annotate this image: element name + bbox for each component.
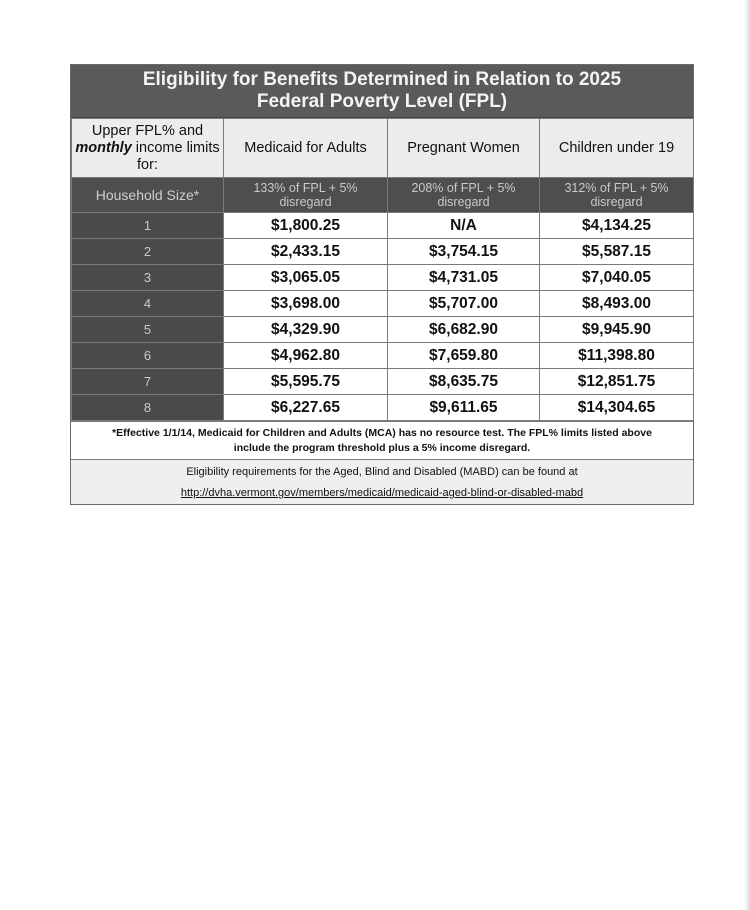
adults-limit-cell: $4,329.90 (224, 317, 388, 343)
subheader-household-size: Household Size* (72, 178, 224, 213)
household-size-cell: 6 (72, 343, 224, 369)
table-title (71, 65, 693, 118)
table-row (72, 317, 694, 343)
table-row (72, 369, 694, 395)
pregnant-limit-cell: $9,611.65 (388, 395, 540, 421)
table-row (72, 239, 694, 265)
fpl-income-limits-table (71, 118, 694, 421)
table-title-line-1: Eligibility for Benefits Determined in Relation to 2025 (142, 69, 622, 90)
children-limit-cell: $7,040.05 (540, 265, 694, 291)
household-size-cell: 2 (72, 239, 224, 265)
household-size-cell: 8 (72, 395, 224, 421)
adults-limit-cell: $6,227.65 (224, 395, 388, 421)
children-limit-cell: $5,587.15 (540, 239, 694, 265)
children-limit-cell: $8,493.00 (540, 291, 694, 317)
adults-limit-cell: $3,698.00 (224, 291, 388, 317)
eligibility-table-document (70, 64, 694, 505)
table-row (72, 343, 694, 369)
header-children-under-19: Children under 19 (540, 119, 694, 178)
adults-limit-cell: $5,595.75 (224, 369, 388, 395)
header-income-limits: Upper FPL% and monthly income limits for: (72, 119, 224, 178)
adults-limit-cell: $2,433.15 (224, 239, 388, 265)
table-row (72, 291, 694, 317)
pregnant-limit-cell: N/A (388, 213, 540, 239)
subheader-children-threshold: 312% of FPL + 5% disregard (540, 178, 694, 213)
column-header-row (72, 119, 694, 178)
adults-limit-cell: $1,800.25 (224, 213, 388, 239)
table-row (72, 213, 694, 239)
mabd-note (71, 459, 693, 504)
header-pregnant-women: Pregnant Women (388, 119, 540, 178)
children-limit-cell: $14,304.65 (540, 395, 694, 421)
table-row (72, 395, 694, 421)
children-limit-cell: $9,945.90 (540, 317, 694, 343)
subheader-pregnant-threshold: 208% of FPL + 5% disregard (388, 178, 540, 213)
table-title-line-2: Federal Poverty Level (FPL) (256, 91, 508, 112)
pregnant-limit-cell: $4,731.05 (388, 265, 540, 291)
pregnant-limit-cell: $8,635.75 (388, 369, 540, 395)
household-size-cell: 1 (72, 213, 224, 239)
resource-test-footnote: *Effective 1/1/14, Medicaid for Children and Adults (MCA) has no resource test. The FPL% limits listed above include the program threshold plus a 5% income disregard. (71, 421, 693, 459)
household-size-cell: 7 (72, 369, 224, 395)
header-medicaid-adults: Medicaid for Adults (224, 119, 388, 178)
mabd-link[interactable]: http://dvha.vermont.gov/members/medicaid/medicaid-aged-blind-or-disabled-mabd (180, 487, 584, 499)
household-size-cell: 5 (72, 317, 224, 343)
children-limit-cell: $11,398.80 (540, 343, 694, 369)
table-row (72, 265, 694, 291)
household-size-cell: 3 (72, 265, 224, 291)
pregnant-limit-cell: $3,754.15 (388, 239, 540, 265)
adults-limit-cell: $3,065.05 (224, 265, 388, 291)
scan-edge-shadow (744, 0, 750, 910)
pregnant-limit-cell: $6,682.90 (388, 317, 540, 343)
header-emphasis-monthly: monthly (75, 139, 132, 156)
children-limit-cell: $4,134.25 (540, 213, 694, 239)
subheader-row (72, 178, 694, 213)
children-limit-cell: $12,851.75 (540, 369, 694, 395)
household-size-cell: 4 (72, 291, 224, 317)
subheader-adults-threshold: 133% of FPL + 5% disregard (224, 178, 388, 213)
pregnant-limit-cell: $5,707.00 (388, 291, 540, 317)
mabd-note-text: Eligibility requirements for the Aged, Blind and Disabled (MABD) can be found at (186, 466, 578, 478)
pregnant-limit-cell: $7,659.80 (388, 343, 540, 369)
adults-limit-cell: $4,962.80 (224, 343, 388, 369)
